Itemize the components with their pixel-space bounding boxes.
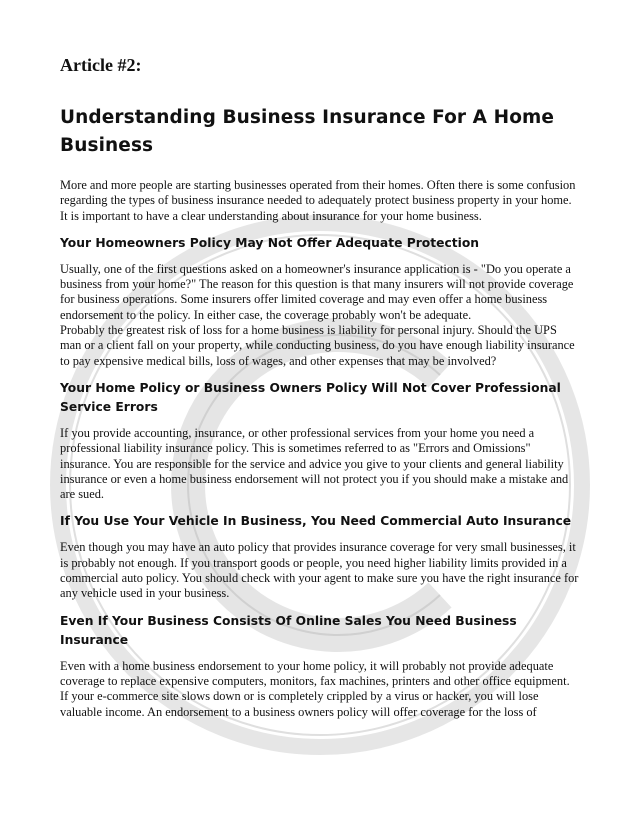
section-heading-professional: Your Home Policy or Business Owners Policy Will Not Cover Professional Service Errors [60, 380, 561, 414]
document-title: Understanding Business Insurance For A Home Business [60, 107, 555, 156]
section-paragraph: If you provide accounting, insurance, or other professional services from your home you need a professional liability insurance policy. This is sometimes referred to as "Errors and Omissions" insurance. You are responsible for the service and advice you give to your clients and general liability insurance or even a home business endorsement will not protect you if you should make a mistake and are sued. [60, 425, 569, 502]
section-heading-online-sales: Even If Your Business Consists Of Online Sales You Need Business Insurance [60, 613, 517, 647]
document-content [60, 54, 580, 720]
section-heading-homeowners: Your Homeowners Policy May Not Offer Adequate Protection [60, 235, 480, 250]
section-paragraph: Usually, one of the first questions asked on a homeowner's insurance application is - "Do you operate a business from your home?" The reason for this question is that many insurers will not provide coverage for business operations. Some insurers offer limited coverage and may even offer a home business endorsement to the policy. In either case, the coverage probably won't be adequate. [60, 261, 574, 322]
section-paragraph: Even though you may have an auto policy that provides insurance coverage for very small businesses, it is probably not enough. If you transport goods or people, you need higher liability limits provided in a commercial auto policy. You should check with your agent to make sure you have the right insurance for any vehicle used in your business. [60, 540, 579, 601]
section-paragraph: Even with a home business endorsement to your home policy, it will probably not provide adequate coverage to replace expensive computers, monitors, fax machines, printers and other office equipment. If your e-commerce site slows down or is completely crippled by a virus or hacker, you will lose valuable income. An endorsement to a business owners policy will offer coverage for the loss of [60, 658, 570, 719]
article-label: Article #2: [60, 55, 142, 75]
section-heading-auto: If You Use Your Vehicle In Business, You Need Commercial Auto Insurance [60, 514, 572, 529]
section-paragraph: Probably the greatest risk of loss for a home business is liability for personal injury. Should the UPS man or a client fall on your property, while conducting business, do you have enough liability insurance to pay expensive medical bills, loss of wages, and other expenses that may be involved? [60, 323, 575, 368]
intro-paragraph: More and more people are starting businesses operated from their homes. Often there is some confusion regarding the types of business insurance needed to adequately protect business property in your home. It is important to have a clear understanding about insurance for your home business. [60, 178, 576, 223]
